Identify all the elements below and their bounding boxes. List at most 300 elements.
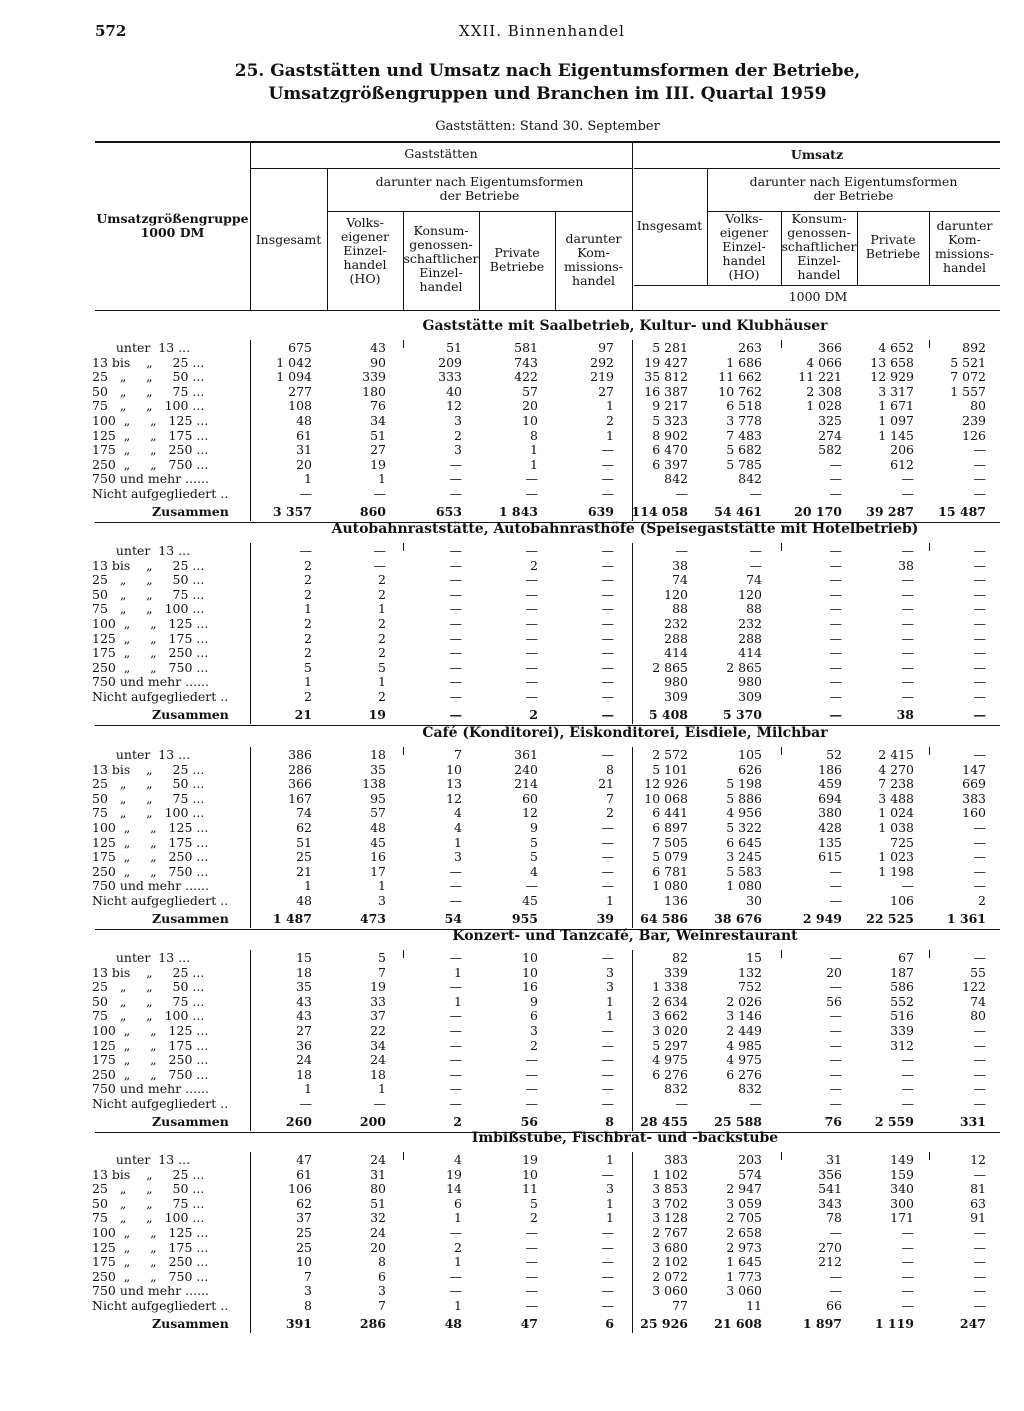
table-cell: 1 198 [878, 863, 914, 879]
table-cell: 12 929 [870, 369, 914, 385]
table-cell: 339 [890, 1023, 914, 1038]
table-cell: — [973, 659, 986, 675]
table-cell: — [449, 586, 462, 602]
table-cell: 57 [522, 383, 538, 399]
table-cell: — [901, 1283, 914, 1299]
col-header-kommission-1: darunter Kom- missions- handel [564, 231, 623, 288]
table-cell: — [901, 1239, 914, 1255]
table-cell: 106 [288, 1181, 312, 1197]
table-cell: 1 145 [878, 427, 914, 443]
table-cell: 10 762 [718, 383, 762, 399]
table-cell: 2 [378, 572, 386, 588]
table-cell: — [601, 456, 614, 472]
table-cell: 239 [962, 413, 986, 428]
total-cell: 20 170 [794, 503, 842, 519]
table-cell: 6 276 [652, 1066, 688, 1082]
section-vline-mid [632, 340, 633, 521]
table-cell: 3 060 [726, 1283, 762, 1299]
total-cell: 39 287 [866, 503, 914, 519]
table-cell: 24 [370, 1225, 386, 1240]
row-label: 25 „ „ 50 ... [92, 572, 205, 588]
table-cell: 1 080 [726, 878, 762, 894]
table-cell: — [525, 878, 538, 894]
table-cell: 5 [378, 950, 386, 965]
row-label: 50 „ „ 75 ... [92, 993, 205, 1009]
table-cell: 43 [296, 993, 312, 1009]
table-cell: 1 [304, 601, 312, 617]
table-cell: — [901, 1081, 914, 1097]
table-cell: 288 [664, 630, 688, 646]
table-cell: 1 [454, 1210, 462, 1226]
table-cell: — [829, 1008, 842, 1024]
section-title: Café (Konditorei), Eiskonditorei, Eisdiele, Milchbar [422, 725, 828, 741]
table-cell: — [973, 1023, 986, 1038]
table-cell: 612 [890, 456, 914, 472]
table-cell: 12 [446, 398, 462, 414]
table-cell: 10 [522, 964, 538, 980]
table-cell: 105 [738, 747, 762, 762]
table-cell: 1 [454, 1254, 462, 1270]
table-cell: — [749, 1096, 762, 1111]
row-label: unter 13 ... [92, 543, 191, 558]
table-cell: — [525, 586, 538, 602]
table-cell: 4 985 [726, 1037, 762, 1053]
table-cell: 10 [446, 761, 462, 777]
table-cell: 120 [664, 586, 688, 602]
row-label: 13 bis „ 25 ... [92, 557, 205, 573]
total-cell: 114 058 [631, 503, 688, 519]
table-cell: — [973, 849, 986, 865]
table-cell: 47 [296, 1152, 312, 1167]
table-cell: 3 662 [652, 1008, 688, 1024]
table-cell: — [601, 471, 614, 487]
table-cell: 206 [890, 442, 914, 458]
table-cell: 7 [378, 964, 386, 980]
table-cell: 51 [296, 834, 312, 850]
table-cell: 1 [606, 427, 614, 443]
group-header-gaststaetten: Gaststätten [404, 146, 478, 161]
table-cell: 1 [378, 471, 386, 487]
table-cell: — [449, 616, 462, 631]
table-cell: 16 [522, 979, 538, 995]
table-cell: 45 [522, 893, 538, 908]
table-cell: — [525, 1254, 538, 1270]
table-cell: — [901, 1052, 914, 1068]
table-cell: — [901, 659, 914, 675]
total-cell: 653 [435, 503, 462, 519]
table-cell: — [601, 849, 614, 865]
row-label: 13 bis „ 25 ... [92, 761, 205, 777]
table-cell: 2 [606, 413, 614, 428]
total-cell: 25 926 [640, 1315, 688, 1331]
table-cell: 1 [606, 1195, 614, 1211]
total-label: Zusammen [152, 503, 229, 519]
table-cell: 240 [514, 761, 538, 777]
table-cell: 3 [530, 1023, 538, 1038]
table-cell: — [449, 471, 462, 487]
table-cell: 25 [296, 849, 312, 865]
table-cell: — [973, 471, 986, 487]
table-cell: 6 470 [652, 442, 688, 458]
row-label: 75 „ „ 100 ... [92, 805, 205, 821]
table-cell: — [525, 1283, 538, 1299]
row-label: Nicht aufgegliedert .. [92, 1298, 229, 1313]
table-cell: 309 [738, 689, 762, 704]
table-cell: 2 449 [726, 1023, 762, 1038]
table-cell: 380 [818, 805, 842, 821]
table-cell: 1 [378, 601, 386, 617]
vline-stub [250, 143, 251, 310]
table-cell: 8 902 [652, 427, 688, 443]
row-label: 250 „ „ 750 ... [92, 863, 209, 879]
row-label: unter 13 ... [92, 340, 191, 355]
section-title: Konzert- und Tanzcafé, Bar, Weinrestaurant [452, 928, 798, 944]
table-cell: — [449, 1081, 462, 1097]
row-label: 750 und mehr ...... [92, 878, 209, 894]
table-cell: 135 [818, 834, 842, 850]
table-cell: — [449, 1052, 462, 1068]
table-cell: 4 975 [726, 1052, 762, 1068]
rule-gast-group [250, 168, 632, 169]
table-cell: 832 [738, 1081, 762, 1097]
table-cell: 309 [664, 689, 688, 704]
row-label: unter 13 ... [92, 747, 191, 762]
table-cell: 7 [378, 1298, 386, 1313]
table-cell: 2 415 [878, 747, 914, 762]
table-cell: 1 [606, 893, 614, 908]
table-cell: 6 781 [652, 863, 688, 879]
table-cell: — [525, 645, 538, 661]
table-cell: 10 [296, 1254, 312, 1270]
table-cell: — [829, 1052, 842, 1068]
table-cell: — [901, 1066, 914, 1082]
table-cell: 209 [438, 354, 462, 370]
table-cell: 586 [890, 979, 914, 995]
table-cell: 81 [970, 1181, 986, 1197]
table-cell: 3 146 [726, 1008, 762, 1024]
table-cell: — [449, 601, 462, 617]
table-cell: 48 [296, 413, 312, 428]
table-cell: 339 [664, 964, 688, 980]
table-cell: 63 [970, 1195, 986, 1211]
table-cell: — [449, 1283, 462, 1299]
table-cell: — [601, 1268, 614, 1284]
col-header-konsum-1: Konsum- genossen- schaftlicher Einzel- handel [403, 223, 479, 294]
table-cell: — [525, 572, 538, 588]
table-cell: 263 [738, 340, 762, 355]
table-cell: — [449, 486, 462, 501]
row-label: 125 „ „ 175 ... [92, 427, 209, 443]
table-cell: — [601, 1037, 614, 1053]
table-cell: — [829, 1023, 842, 1038]
table-cell: 1 [304, 674, 312, 690]
table-cell: 2 [378, 616, 386, 631]
col-header-insgesamt-1: Insgesamt [255, 232, 322, 247]
table-cell: 6 518 [726, 398, 762, 414]
table-cell: 159 [890, 1166, 914, 1182]
table-cell: 3 680 [652, 1239, 688, 1255]
table-cell: 12 [522, 805, 538, 821]
table-cell: — [525, 616, 538, 631]
section-vline-ums-ho [781, 950, 782, 958]
table-cell: — [525, 1268, 538, 1284]
table-cell: — [601, 1166, 614, 1182]
table-cell: 24 [370, 1152, 386, 1167]
table-cell: 10 [522, 413, 538, 428]
total-label: Zusammen [152, 706, 229, 722]
table-cell: — [449, 1023, 462, 1038]
table-cell: 2 865 [726, 659, 762, 675]
table-cell: — [901, 572, 914, 588]
table-cell: — [601, 747, 614, 762]
table-cell: 1 [454, 993, 462, 1009]
table-cell: 38 [672, 557, 688, 573]
table-cell: 167 [288, 790, 312, 806]
table-cell: — [973, 1066, 986, 1082]
row-label: 175 „ „ 250 ... [92, 1052, 209, 1068]
table-cell: — [901, 1225, 914, 1240]
table-cell: — [829, 543, 842, 558]
table-cell: 842 [738, 471, 762, 487]
table-cell: 6 [530, 1008, 538, 1024]
table-cell: — [601, 616, 614, 631]
table-cell: 675 [288, 340, 312, 355]
table-cell: — [449, 893, 462, 908]
group-header-umsatz: Umsatz [790, 147, 844, 162]
table-cell: — [901, 1268, 914, 1284]
table-cell: 1 671 [878, 398, 914, 414]
table-cell: 6 645 [726, 834, 762, 850]
table-cell: 20 [522, 398, 538, 414]
table-cell: — [601, 601, 614, 617]
table-cell: — [973, 674, 986, 690]
table-cell: 18 [296, 964, 312, 980]
table-cell: 3 [378, 1283, 386, 1299]
table-cell: 35 812 [644, 369, 688, 385]
table-cell: 88 [746, 601, 762, 617]
total-cell: 54 461 [714, 503, 762, 519]
row-label: Nicht aufgegliedert .. [92, 486, 229, 501]
section-vline-private [929, 950, 930, 958]
table-cell: 3 317 [878, 383, 914, 399]
total-cell: 2 [529, 706, 538, 722]
table-cell: 1 [454, 834, 462, 850]
table-cell: 106 [890, 893, 914, 908]
table-cell: — [829, 1225, 842, 1240]
table-cell: 3 488 [878, 790, 914, 806]
table-cell: — [675, 543, 688, 558]
table-cell: 40 [446, 383, 462, 399]
section-vline-ums-ho [781, 1152, 782, 1160]
table-cell: 3 020 [652, 1023, 688, 1038]
table-cell: — [973, 586, 986, 602]
total-cell: 1 843 [498, 503, 538, 519]
table-cell: — [299, 1096, 312, 1111]
table-cell: — [973, 1096, 986, 1111]
table-cell: — [601, 543, 614, 558]
table-cell: 20 [296, 456, 312, 472]
table-cell: 1 [606, 1008, 614, 1024]
col-header-volkseigener-2: Volks- eigener Einzel- handel (HO) [719, 211, 769, 282]
table-cell: 74 [672, 572, 688, 588]
total-cell: 1 897 [802, 1315, 842, 1331]
section-title: Gaststätte mit Saalbetrieb, Kultur- und Klubhäuser [422, 318, 828, 334]
table-cell: — [973, 1298, 986, 1313]
table-cell: 52 [826, 747, 842, 762]
table-cell: — [449, 863, 462, 879]
section-vline-mid [632, 950, 633, 1131]
table-cell: 414 [664, 645, 688, 661]
table-cell: 12 [446, 790, 462, 806]
table-cell: 2 102 [652, 1254, 688, 1270]
section-vline-stub [250, 1152, 251, 1333]
table-cell: 2 072 [652, 1268, 688, 1284]
table-cell: 1 080 [652, 878, 688, 894]
table-cell: 325 [818, 413, 842, 428]
table-cell: — [829, 557, 842, 573]
table-cell: — [901, 486, 914, 501]
table-cell: 422 [514, 369, 538, 385]
table-cell: — [749, 543, 762, 558]
table-cell: 2 [530, 1037, 538, 1053]
table-cell: 574 [738, 1166, 762, 1182]
row-label: unter 13 ... [92, 1152, 191, 1167]
table-cell: 333 [438, 369, 462, 385]
table-cell: 2 572 [652, 747, 688, 762]
table-cell: 4 652 [878, 340, 914, 355]
col-header-insgesamt-2: Insgesamt [636, 218, 703, 233]
table-cell: 516 [890, 1008, 914, 1024]
table-cell: 35 [296, 979, 312, 995]
table-cell: 3 [454, 849, 462, 865]
table-cell: 56 [826, 993, 842, 1009]
table-cell: — [449, 543, 462, 558]
table-cell: 67 [898, 950, 914, 965]
table-cell: — [601, 1254, 614, 1270]
table-cell: 2 [530, 557, 538, 573]
table-cell: 5 583 [726, 863, 762, 879]
section-vline-private [929, 747, 930, 755]
table-cell: — [601, 863, 614, 879]
table-cell: 832 [664, 1081, 688, 1097]
table-cell: 5 886 [726, 790, 762, 806]
table-cell: 25 [296, 1239, 312, 1255]
table-cell: 6 441 [652, 805, 688, 821]
stub-header: Umsatzgrößengruppe 1000 DM [96, 211, 249, 240]
table-cell: 5 682 [726, 442, 762, 458]
table-cell: 2 [304, 586, 312, 602]
table-cell: 459 [818, 776, 842, 792]
table-cell: 343 [818, 1195, 842, 1211]
table-cell: 11 662 [718, 369, 762, 385]
table-cell: — [829, 659, 842, 675]
table-cell: 2 [530, 1210, 538, 1226]
table-cell: 5 [530, 1195, 538, 1211]
table-cell: 277 [288, 383, 312, 399]
section-vline-private [929, 340, 930, 348]
table-cell: 3 [606, 1181, 614, 1197]
total-cell: 331 [959, 1113, 986, 1129]
table-cell: — [901, 1096, 914, 1111]
row-label: 125 „ „ 175 ... [92, 834, 209, 850]
table-cell: 8 [378, 1254, 386, 1270]
total-cell: 25 588 [714, 1113, 762, 1129]
row-label: 100 „ „ 125 ... [92, 616, 209, 631]
table-cell: — [449, 1225, 462, 1240]
table-cell: — [299, 543, 312, 558]
table-cell: 7 238 [878, 776, 914, 792]
table-cell: 5 322 [726, 820, 762, 835]
col-header-private-2: Private Betriebe [865, 232, 921, 261]
table-cell: 3 [454, 442, 462, 458]
table-cell: 1 [530, 442, 538, 458]
table-cell: — [601, 689, 614, 704]
table-cell: — [601, 1298, 614, 1313]
table-cell: 6 397 [652, 456, 688, 472]
row-label: 250 „ „ 750 ... [92, 659, 209, 675]
table-cell: 25 [296, 1225, 312, 1240]
table-cell: — [601, 630, 614, 646]
table-cell: 1 038 [878, 820, 914, 835]
table-cell: 57 [370, 805, 386, 821]
row-label: 250 „ „ 750 ... [92, 456, 209, 472]
table-cell: 2 [304, 645, 312, 661]
table-cell: — [973, 486, 986, 501]
table-cell: 3 853 [652, 1181, 688, 1197]
table-cell: 1 024 [878, 805, 914, 821]
table-cell: 288 [738, 630, 762, 646]
table-cell: 11 [746, 1298, 762, 1313]
table-cell: 21 [598, 776, 614, 792]
table-cell: 232 [664, 616, 688, 631]
table-cell: — [829, 630, 842, 646]
table-cell: — [829, 456, 842, 472]
total-cell: 15 487 [938, 503, 986, 519]
table-cell: 31 [296, 442, 312, 458]
table-cell: 2 [606, 805, 614, 821]
row-label: 13 bis „ 25 ... [92, 354, 205, 370]
table-cell: — [973, 834, 986, 850]
table-cell: — [973, 689, 986, 704]
table-cell: — [601, 1225, 614, 1240]
table-cell: — [449, 878, 462, 894]
table-cell: 1 [304, 1081, 312, 1097]
section-title: Autobahnraststätte, Autobahnrasthöfe (Speisegaststätte mit Hotelbetrieb) [331, 521, 919, 537]
table-cell: 36 [296, 1037, 312, 1053]
table-cell: 383 [664, 1152, 688, 1167]
row-label: 100 „ „ 125 ... [92, 413, 209, 428]
table-cell: 5 [530, 849, 538, 865]
table-cell: 626 [738, 761, 762, 777]
table-cell: 214 [514, 776, 538, 792]
table-cell: — [525, 1225, 538, 1240]
table-cell: 66 [826, 1298, 842, 1313]
table-cell: 842 [664, 471, 688, 487]
table-cell: — [601, 1052, 614, 1068]
table-cell: 5 101 [652, 761, 688, 777]
table-cell: — [449, 645, 462, 661]
total-cell: 2 [453, 1113, 462, 1129]
table-cell: — [973, 630, 986, 646]
table-cell: — [973, 1225, 986, 1240]
table-cell: — [601, 674, 614, 690]
table-cell: 4 [454, 805, 462, 821]
table-cell: — [901, 689, 914, 704]
table-cell: 88 [672, 601, 688, 617]
section-vline-private [929, 543, 930, 551]
table-cell: 725 [890, 834, 914, 850]
table-cell: 7 [606, 790, 614, 806]
